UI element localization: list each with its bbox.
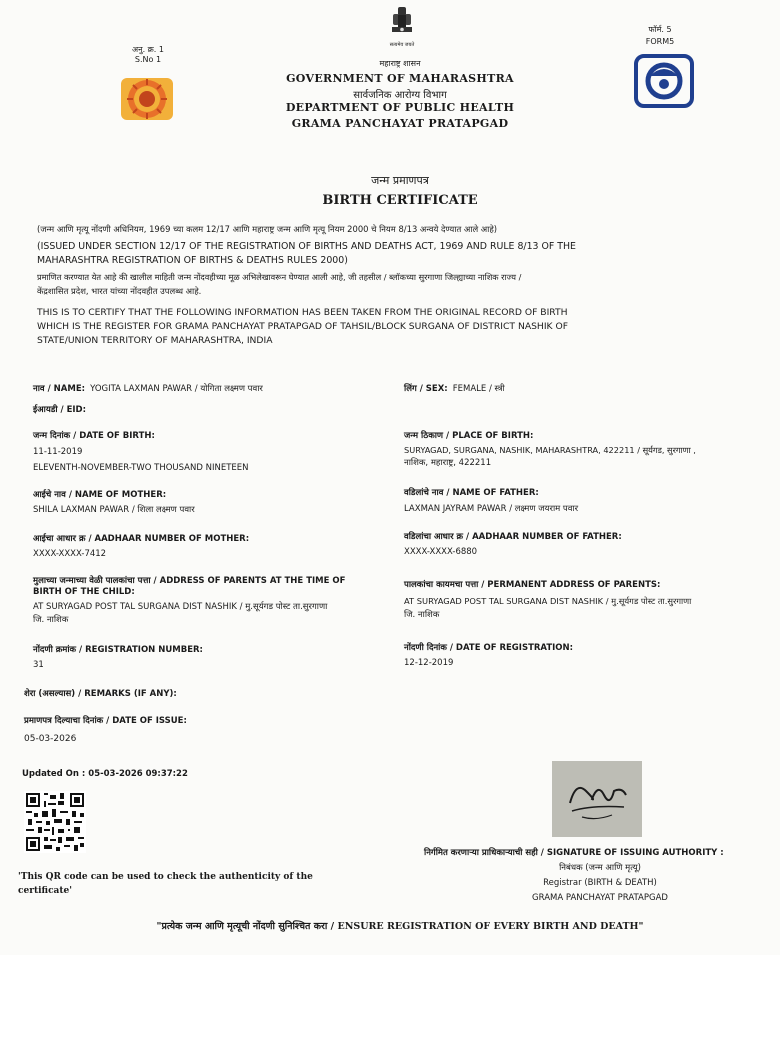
- sex-field: [404, 376, 505, 395]
- govt-marathi: महाराष्ट्र शासन: [379, 59, 421, 68]
- issue-value: 05-03-2026: [24, 734, 77, 744]
- pob-label: जन्म ठिकाण / PLACE OF BIRTH:: [404, 431, 534, 441]
- reg-no-label: नोंदणी क्रमांक / REGISTRATION NUMBER:: [33, 645, 203, 655]
- preamble-marathi-1: (जन्म आणि मृत्यू नोंदणी अधिनियम, 1969 च्या कलम 12/17 आणि महाराष्ट्र जन्म आणि मृत्यू नियम 2000 चे नियम 8/13 अन्वये देण्यात आले आहे): [37, 224, 498, 234]
- crs-logo-icon: [634, 54, 694, 108]
- dob-label: जन्म दिनांक / DATE OF BIRTH:: [33, 431, 155, 441]
- blank-area: [0, 955, 780, 1052]
- preamble-marathi-2: प्रमाणित करण्यात येत आहे की खालील माहिती जन्म नोंदवहीच्या मूळ अभिलेखावरून घेण्यात आली आहे, जी तहसील / ब्लॉकच्या सुरगाणा जिल्ह्याच्या नाशिक राज्य /: [37, 272, 522, 282]
- addr-birth-label-1: मुलाच्या जन्माच्या वेळी पालकांचा पत्ता / ADDRESS OF PARENTS AT THE TIME OF: [33, 576, 346, 586]
- maharashtra-seal-icon: [119, 76, 175, 122]
- issue-label: प्रमाणपत्र दिल्याचा दिनांक / DATE OF ISSUE:: [24, 716, 187, 726]
- dob-words: ELEVENTH-NOVEMBER-TWO THOUSAND NINETEEN: [33, 463, 249, 473]
- registrar-marathi: निबंधक (जन्म आणि मृत्यू): [559, 863, 641, 873]
- qr-note-1: 'This QR code can be used to check the authenticity of the: [18, 872, 313, 882]
- father-value: LAXMAN JAYRAM PAWAR / लक्ष्मण जयराम पवार: [404, 504, 579, 514]
- national-emblem-icon: [389, 5, 415, 45]
- father-label: वडिलांचे नाव / NAME OF FATHER:: [404, 488, 539, 498]
- pob-value-2: नाशिक, महाराष्ट्र, 422211: [404, 458, 492, 468]
- preamble-english-2: MAHARASHTRA REGISTRATION OF BIRTHS & DEATHS RULES 2000): [37, 255, 348, 266]
- addr-perm-value-2: जि. नाशिक: [404, 610, 440, 620]
- addr-birth-label-2: BIRTH OF THE CHILD:: [33, 587, 135, 597]
- registration-slogan: "प्रत्येक जन्म आणि मृत्यूची नोंदणी सुनिश्चित करा / ENSURE REGISTRATION OF EVERY BIRTH AND DEATH": [156, 921, 644, 932]
- govt-english: GOVERNMENT OF MAHARASHTRA: [286, 72, 514, 85]
- remarks-label: शेरा (असल्यास) / REMARKS (IF ANY):: [24, 689, 177, 699]
- preamble-marathi-3: केंद्रशासित प्रदेश, भारत यांच्या नोंदवहीत उपलब्ध आहे.: [37, 286, 202, 296]
- addr-birth-value-1: AT SURYAGAD POST TAL SURGANA DIST NASHIK / मु.सूर्यगड पोस्ट ता.सुरगाणा: [33, 602, 328, 612]
- aadhaar-father-label: वडिलांचा आधार क्र / AADHAAR NUMBER OF FATHER:: [404, 532, 622, 542]
- certify-line-3: STATE/UNION TERRITORY OF MAHARASHTRA, INDIA: [37, 335, 273, 346]
- mother-label: आईचे नाव / NAME OF MOTHER:: [33, 490, 167, 500]
- panchayat-name: GRAMA PANCHAYAT PRATAPGAD: [291, 117, 509, 130]
- addr-perm-value-1: AT SURYAGAD POST TAL SURGANA DIST NASHIK / मु.सूर्यगड पोस्ट ता.सुरगाणा: [404, 596, 692, 606]
- title-english: BIRTH CERTIFICATE: [322, 193, 478, 208]
- form-marathi: फॉर्म. 5: [648, 25, 672, 34]
- serial-english: S.No 1: [134, 55, 162, 64]
- registrar-english: Registrar (BIRTH & DEATH): [543, 878, 657, 888]
- reg-date-value: 12-12-2019: [404, 658, 454, 668]
- certify-line-2: WHICH IS THE REGISTER FOR GRAMA PANCHAYAT PRATAPGAD OF TAHSIL/BLOCK SURGANA OF DISTRICT NASHIK OF: [37, 321, 569, 332]
- sex-label: लिंग / SEX:: [404, 384, 448, 394]
- preamble-english-1: (ISSUED UNDER SECTION 12/17 OF THE REGISTRATION OF BIRTHS AND DEATHS ACT, 1969 AND RULE 8/13 OF THE: [37, 241, 576, 252]
- dob-value: 11-11-2019: [33, 447, 83, 457]
- signature-label: निर्गमित करणाऱ्या प्राधिकाऱ्याची सही / SIGNATURE OF ISSUING AUTHORITY :: [424, 848, 724, 858]
- name-field: [33, 376, 263, 395]
- updated-on: Updated On : 05-03-2026 09:37:22: [22, 769, 188, 779]
- name-label: नाव / NAME:: [33, 384, 86, 394]
- qr-code-icon: [24, 791, 86, 853]
- emblem-motto: सत्यमेव जयते: [389, 42, 415, 48]
- form-english: FORM5: [645, 37, 675, 46]
- title-marathi: जन्म प्रमाणपत्र: [371, 174, 429, 187]
- eid-label: ईआयडी / EID:: [33, 405, 86, 415]
- certify-line-1: THIS IS TO CERTIFY THAT THE FOLLOWING INFORMATION HAS BEEN TAKEN FROM THE ORIGINAL RECORD OF BIRTH: [37, 307, 568, 318]
- serial-marathi: अनु. क्र. 1: [132, 45, 164, 54]
- mother-value: SHILA LAXMAN PAWAR / शिला लक्ष्मण पवार: [33, 505, 195, 515]
- dept-english: DEPARTMENT OF PUBLIC HEALTH: [285, 101, 515, 114]
- registrar-office: GRAMA PANCHAYAT PRATAPGAD: [532, 893, 668, 903]
- addr-birth-value-2: जि. नाशिक: [33, 615, 69, 625]
- dept-marathi: सार्वजनिक आरोग्य विभाग: [353, 90, 447, 101]
- aadhaar-father-value: XXXX-XXXX-6880: [404, 547, 478, 557]
- reg-date-label: नोंदणी दिनांक / DATE OF REGISTRATION:: [404, 643, 574, 653]
- pob-value-1: SURYAGAD, SURGANA, NASHIK, MAHARASHTRA, 422211 / सूर्यगड, सुरगाणा ,: [404, 445, 696, 455]
- sex-value: FEMALE / स्त्री: [452, 384, 505, 394]
- registrar-signature-image: [552, 761, 642, 837]
- qr-note-2: certificate': [18, 886, 73, 896]
- name-value: YOGITA LAXMAN PAWAR / योगिता लक्ष्मण पवार: [90, 384, 263, 394]
- reg-no-value: 31: [33, 660, 44, 670]
- addr-perm-label: पालकांचा कायमचा पत्ता / PERMANENT ADDRESS OF PARENTS:: [404, 580, 661, 590]
- aadhaar-mother-label: आईचा आधार क्र / AADHAAR NUMBER OF MOTHER:: [33, 534, 250, 544]
- aadhaar-mother-value: XXXX-XXXX-7412: [33, 549, 107, 559]
